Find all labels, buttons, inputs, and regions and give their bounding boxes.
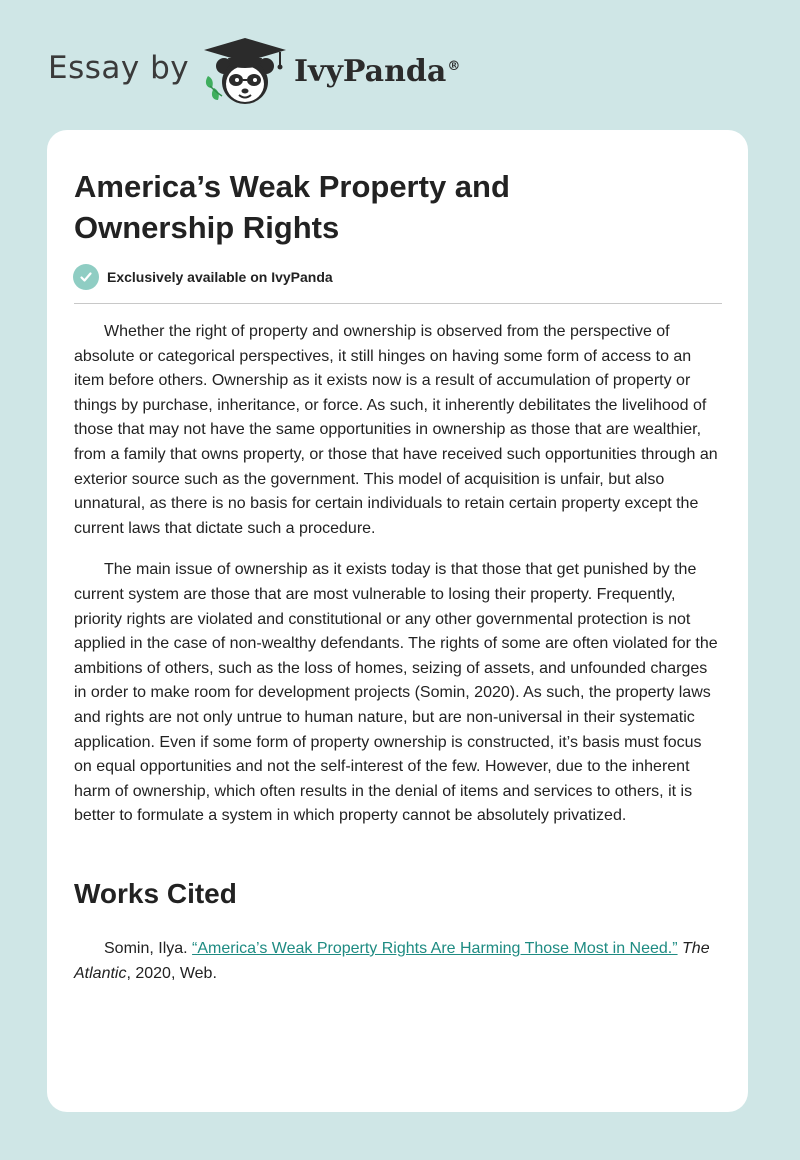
works-cited-heading: Works Cited — [74, 878, 237, 909]
essay-title: America’s Weak Property and Ownership Rights — [74, 169, 510, 245]
brand-name: IvyPanda® — [294, 54, 461, 89]
divider — [74, 303, 722, 304]
paragraph: The main issue of ownership as it exists today is that those that get punished by the current system are those that are most vulnerable to losing their property. Frequently, priority rights are violated and constitutional or any other governmental protection is not applied in the case of non-wealthy defendants. The rights of some are often violated for the ambitions of others, such as the loss of homes, seizing of assets, and unfounded charges in order to make room for development projects (Somin, 2020). As such, the property laws and rights are not only untrue to human nature, but are non-universal in their systematic application. Even if some form of property ownership is constructed, it’s basis must focus on equal opportunities and not the self-interest of the few. However, due to the inherent harm of ownership, which often results in the denial of items and services to others, it is better to formulate a system in which property cannot be absolutely privatized. — [74, 561, 718, 825]
essay-card — [47, 130, 748, 1112]
citation-entry — [74, 937, 722, 986]
exclusive-badge — [73, 264, 333, 290]
citation-publication: The Atlantic — [74, 940, 710, 982]
essay-by-label: Essay by — [48, 50, 190, 86]
exclusive-badge-text: Exclusively available on IvyPanda — [107, 269, 333, 285]
citation-details: , 2020, Web. — [126, 964, 217, 982]
panda-graduate-logo-icon — [202, 36, 288, 108]
trademark-symbol: ® — [447, 59, 461, 74]
paragraph: Whether the right of property and ownership is observed from the perspective of absolute or categorical perspectives, it still hinges on having some form of access to an item before others. Ownership as it exists now is a result of accumulation of property or things by purchase, inheritance, or force. As such, it inherently debilitates the livelihood of those that may not have the same opportunities in ownership as those that are wealthier, from a family that owns property, or those that have received such opportunities through an exterior source such as the government. This model of acquisition is unfair, but also unnatural, as there is no basis for certain individuals to retain certain property except the current laws that dictate such a procedure. — [74, 323, 718, 537]
check-circle-icon — [73, 264, 99, 290]
site-header — [48, 36, 648, 106]
citation-link[interactable]: “America’s Weak Property Rights Are Harming Those Most in Need.” — [192, 940, 678, 957]
citation-author: Somin, Ilya. — [104, 940, 188, 957]
essay-body — [74, 320, 722, 846]
